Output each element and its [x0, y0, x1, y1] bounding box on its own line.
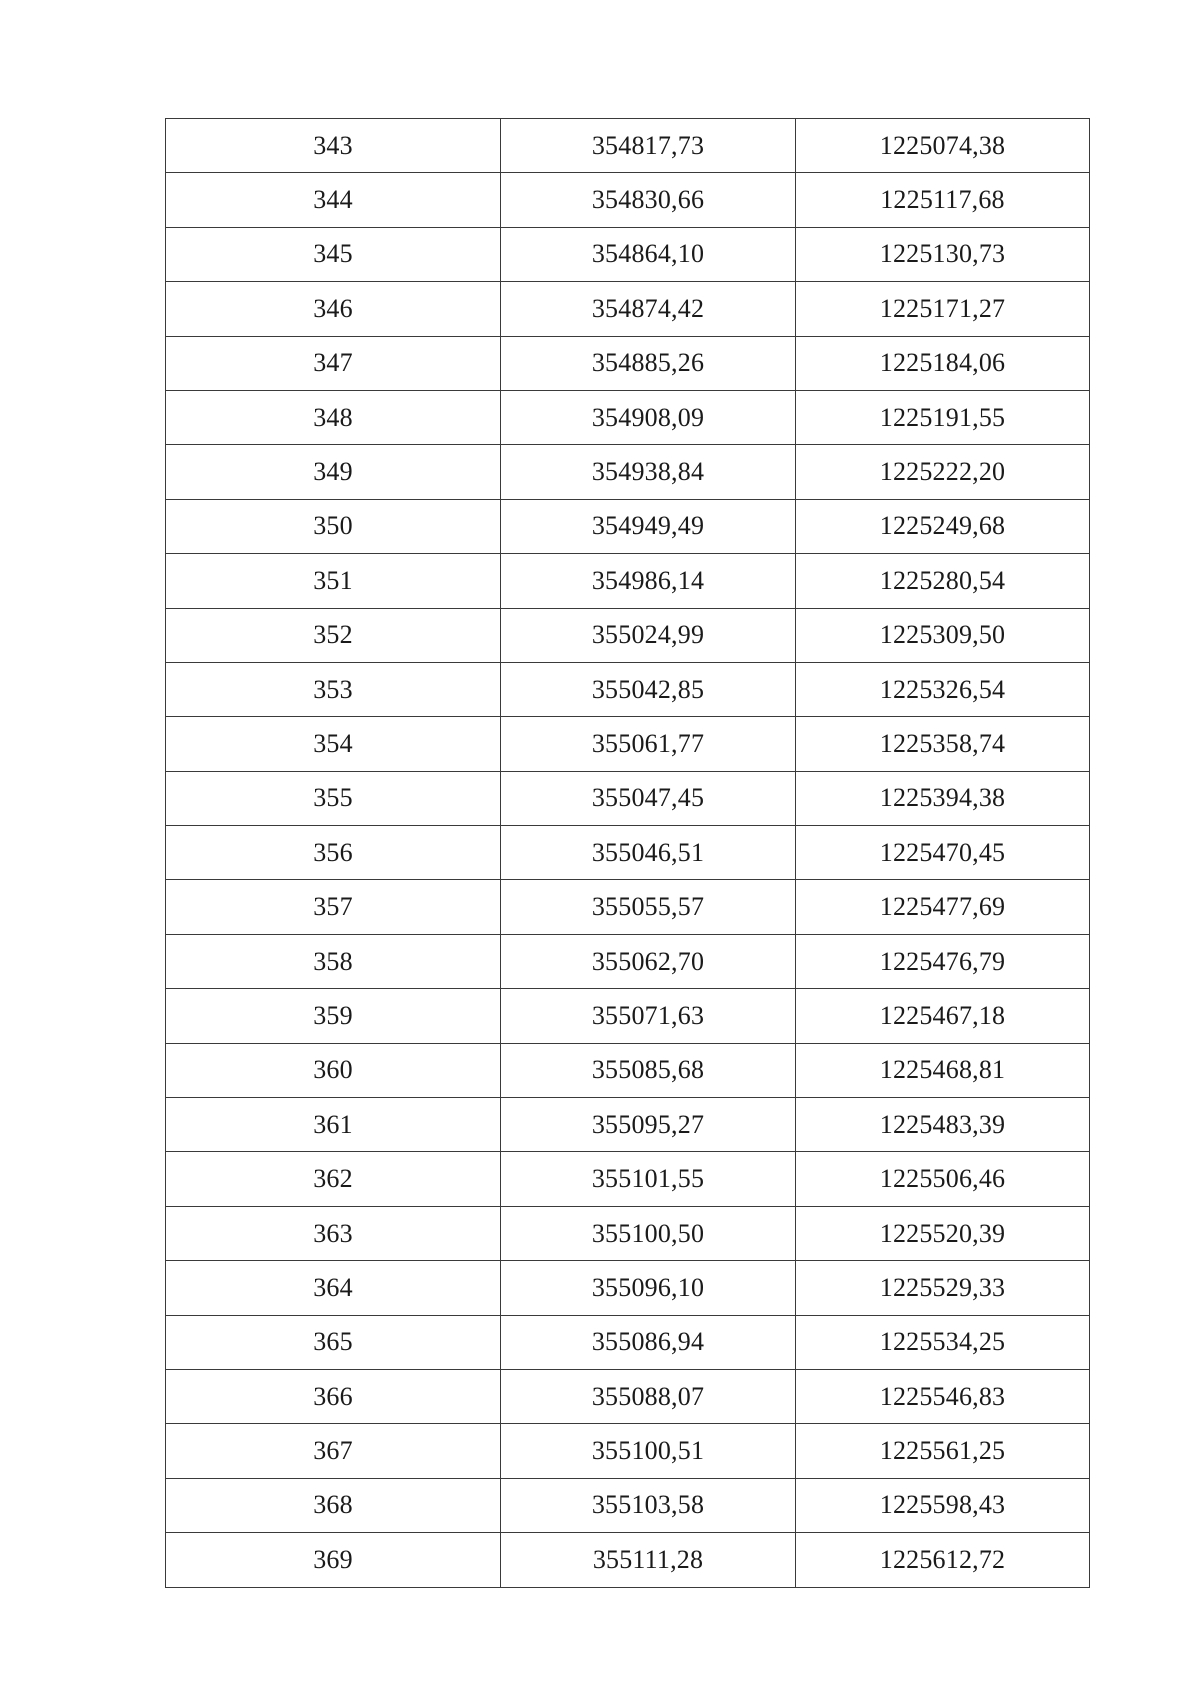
- x-coordinate-cell: 355062,70: [501, 934, 796, 988]
- x-coordinate-cell: 355042,85: [501, 662, 796, 716]
- point-number-cell: 344: [166, 173, 501, 227]
- point-number-cell: 365: [166, 1315, 501, 1369]
- x-coordinate-cell: 355111,28: [501, 1533, 796, 1587]
- point-number-cell: 368: [166, 1478, 501, 1532]
- point-number-cell: 355: [166, 771, 501, 825]
- x-coordinate-cell: 355061,77: [501, 717, 796, 771]
- y-coordinate-cell: 1225184,06: [796, 336, 1090, 390]
- table-row: [166, 1369, 1090, 1423]
- x-coordinate-cell: 355100,50: [501, 1206, 796, 1260]
- point-number-cell: 348: [166, 390, 501, 444]
- y-coordinate-cell: 1225130,73: [796, 227, 1090, 281]
- point-number-cell: 359: [166, 989, 501, 1043]
- y-coordinate-cell: 1225468,81: [796, 1043, 1090, 1097]
- x-coordinate-cell: 354830,66: [501, 173, 796, 227]
- y-coordinate-cell: 1225612,72: [796, 1533, 1090, 1587]
- coordinates-table-body: [166, 119, 1090, 1588]
- point-number-cell: 343: [166, 119, 501, 173]
- y-coordinate-cell: 1225171,27: [796, 282, 1090, 336]
- table-row: [166, 1424, 1090, 1478]
- table-row: [166, 282, 1090, 336]
- table-row: [166, 1043, 1090, 1097]
- x-coordinate-cell: 355096,10: [501, 1261, 796, 1315]
- point-number-cell: 345: [166, 227, 501, 281]
- y-coordinate-cell: 1225598,43: [796, 1478, 1090, 1532]
- point-number-cell: 349: [166, 445, 501, 499]
- x-coordinate-cell: 355085,68: [501, 1043, 796, 1097]
- point-number-cell: 346: [166, 282, 501, 336]
- point-number-cell: 361: [166, 1098, 501, 1152]
- point-number-cell: 352: [166, 608, 501, 662]
- table-row: [166, 608, 1090, 662]
- x-coordinate-cell: 355095,27: [501, 1098, 796, 1152]
- table-row: [166, 989, 1090, 1043]
- x-coordinate-cell: 355103,58: [501, 1478, 796, 1532]
- point-number-cell: 366: [166, 1369, 501, 1423]
- table-row: [166, 934, 1090, 988]
- y-coordinate-cell: 1225358,74: [796, 717, 1090, 771]
- y-coordinate-cell: 1225476,79: [796, 934, 1090, 988]
- point-number-cell: 367: [166, 1424, 501, 1478]
- table-row: [166, 1315, 1090, 1369]
- x-coordinate-cell: 355047,45: [501, 771, 796, 825]
- y-coordinate-cell: 1225534,25: [796, 1315, 1090, 1369]
- x-coordinate-cell: 354817,73: [501, 119, 796, 173]
- y-coordinate-cell: 1225477,69: [796, 880, 1090, 934]
- x-coordinate-cell: 354864,10: [501, 227, 796, 281]
- y-coordinate-cell: 1225546,83: [796, 1369, 1090, 1423]
- y-coordinate-cell: 1225074,38: [796, 119, 1090, 173]
- y-coordinate-cell: 1225506,46: [796, 1152, 1090, 1206]
- point-number-cell: 347: [166, 336, 501, 390]
- table-row: [166, 880, 1090, 934]
- x-coordinate-cell: 355101,55: [501, 1152, 796, 1206]
- table-row: [166, 119, 1090, 173]
- y-coordinate-cell: 1225280,54: [796, 554, 1090, 608]
- point-number-cell: 369: [166, 1533, 501, 1587]
- y-coordinate-cell: 1225191,55: [796, 390, 1090, 444]
- x-coordinate-cell: 354938,84: [501, 445, 796, 499]
- y-coordinate-cell: 1225529,33: [796, 1261, 1090, 1315]
- x-coordinate-cell: 355046,51: [501, 826, 796, 880]
- y-coordinate-cell: 1225117,68: [796, 173, 1090, 227]
- table-row: [166, 499, 1090, 553]
- table-row: [166, 1152, 1090, 1206]
- x-coordinate-cell: 355055,57: [501, 880, 796, 934]
- y-coordinate-cell: 1225309,50: [796, 608, 1090, 662]
- y-coordinate-cell: 1225249,68: [796, 499, 1090, 553]
- table-row: [166, 1261, 1090, 1315]
- point-number-cell: 353: [166, 662, 501, 716]
- coordinates-table: [165, 118, 1090, 1588]
- table-row: [166, 554, 1090, 608]
- x-coordinate-cell: 355088,07: [501, 1369, 796, 1423]
- table-row: [166, 771, 1090, 825]
- y-coordinate-cell: 1225467,18: [796, 989, 1090, 1043]
- x-coordinate-cell: 354885,26: [501, 336, 796, 390]
- point-number-cell: 357: [166, 880, 501, 934]
- x-coordinate-cell: 354908,09: [501, 390, 796, 444]
- point-number-cell: 363: [166, 1206, 501, 1260]
- point-number-cell: 360: [166, 1043, 501, 1097]
- y-coordinate-cell: 1225470,45: [796, 826, 1090, 880]
- y-coordinate-cell: 1225222,20: [796, 445, 1090, 499]
- table-row: [166, 826, 1090, 880]
- y-coordinate-cell: 1225561,25: [796, 1424, 1090, 1478]
- table-row: [166, 662, 1090, 716]
- y-coordinate-cell: 1225326,54: [796, 662, 1090, 716]
- point-number-cell: 358: [166, 934, 501, 988]
- x-coordinate-cell: 354874,42: [501, 282, 796, 336]
- table-row: [166, 336, 1090, 390]
- table-row: [166, 1098, 1090, 1152]
- point-number-cell: 364: [166, 1261, 501, 1315]
- table-row: [166, 173, 1090, 227]
- table-row: [166, 390, 1090, 444]
- x-coordinate-cell: 355024,99: [501, 608, 796, 662]
- point-number-cell: 351: [166, 554, 501, 608]
- table-row: [166, 227, 1090, 281]
- point-number-cell: 356: [166, 826, 501, 880]
- table-row: [166, 1478, 1090, 1532]
- x-coordinate-cell: 354949,49: [501, 499, 796, 553]
- x-coordinate-cell: 354986,14: [501, 554, 796, 608]
- x-coordinate-cell: 355086,94: [501, 1315, 796, 1369]
- y-coordinate-cell: 1225394,38: [796, 771, 1090, 825]
- point-number-cell: 350: [166, 499, 501, 553]
- x-coordinate-cell: 355100,51: [501, 1424, 796, 1478]
- y-coordinate-cell: 1225520,39: [796, 1206, 1090, 1260]
- y-coordinate-cell: 1225483,39: [796, 1098, 1090, 1152]
- point-number-cell: 362: [166, 1152, 501, 1206]
- table-row: [166, 717, 1090, 771]
- table-row: [166, 1533, 1090, 1587]
- table-row: [166, 1206, 1090, 1260]
- point-number-cell: 354: [166, 717, 501, 771]
- x-coordinate-cell: 355071,63: [501, 989, 796, 1043]
- table-row: [166, 445, 1090, 499]
